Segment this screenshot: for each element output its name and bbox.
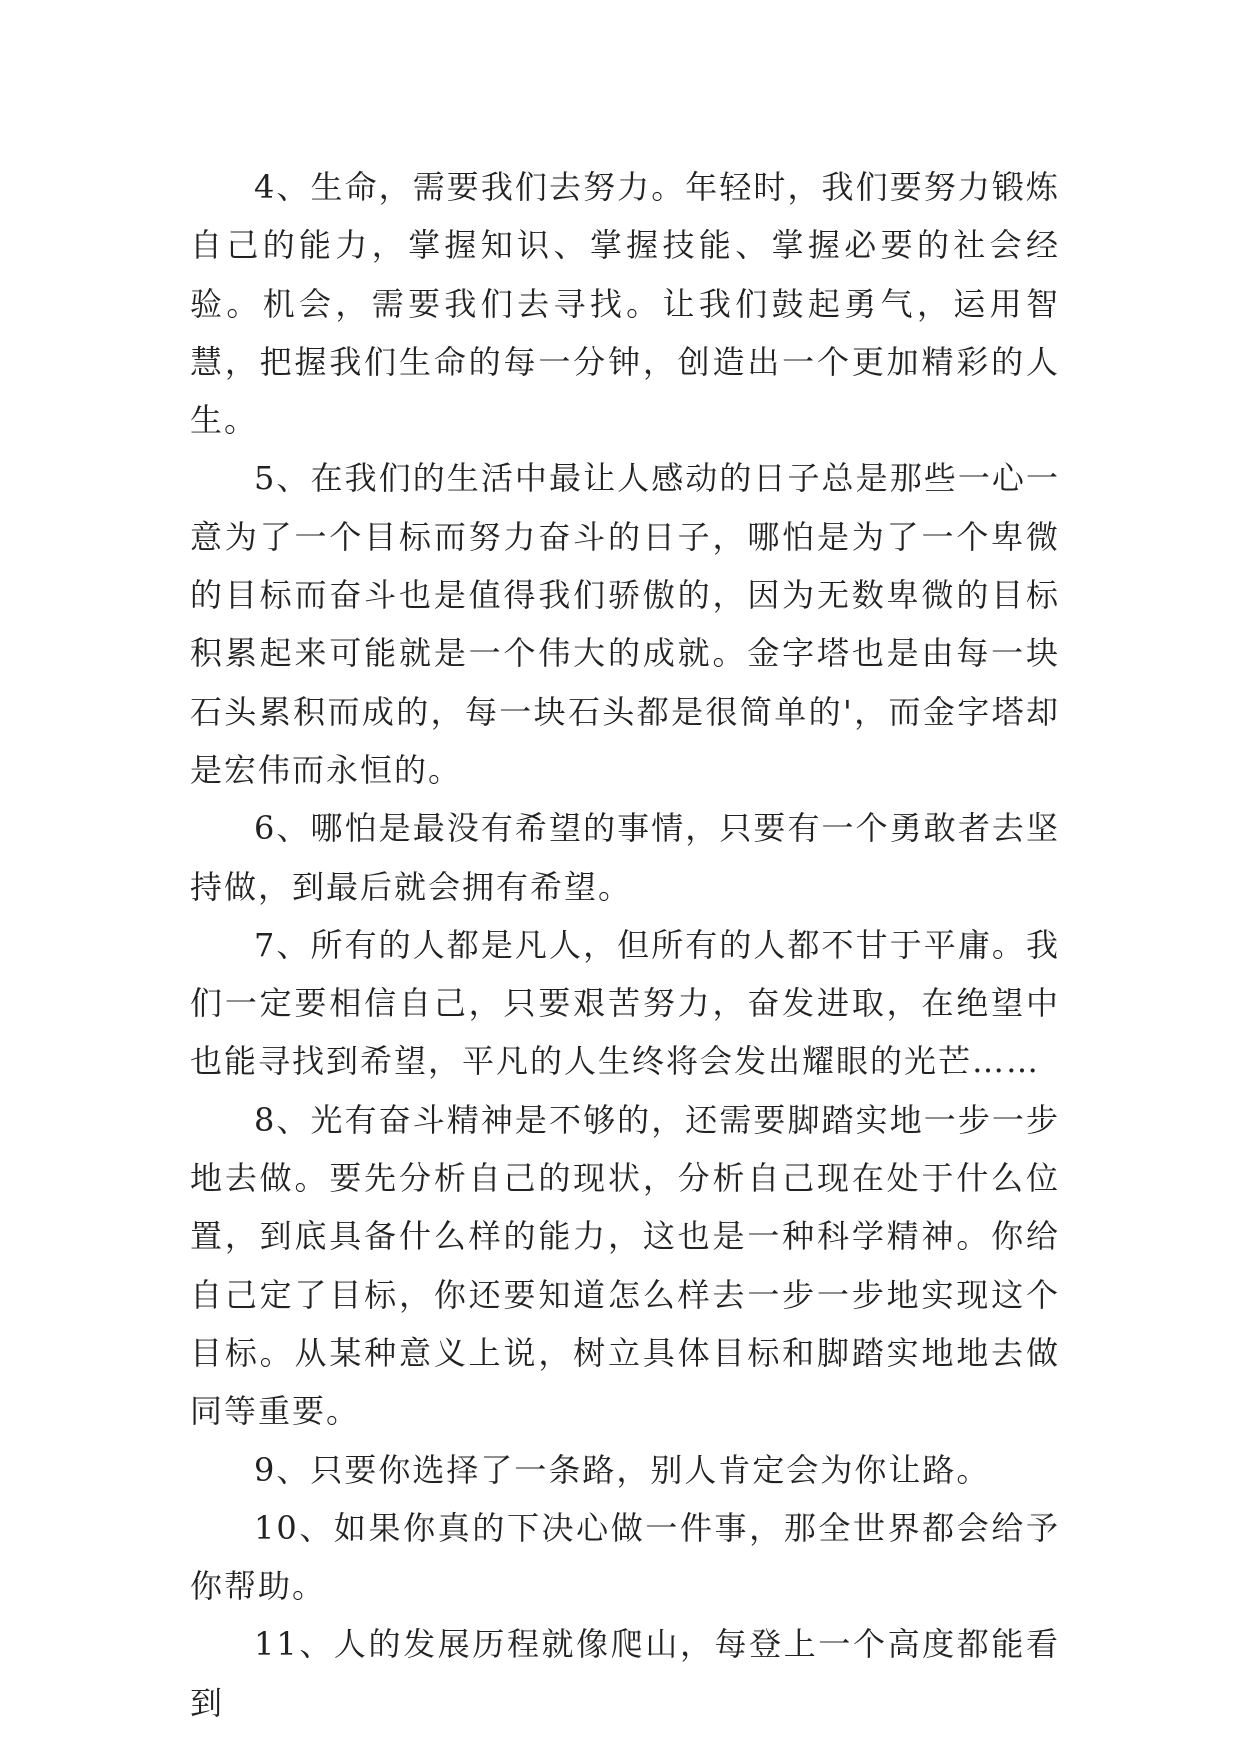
paragraph-6: 6、哪怕是最没有希望的事情，只要有一个勇敢者去坚持做，到最后就会拥有希望。 bbox=[190, 809, 1060, 906]
paragraph-8: 8、光有奋斗精神是不够的，还需要脚踏实地一步一步地去做。要先分析自己的现状，分析自己现在处于什么位置，到底具备什么样的能力，这也是一种科学精神。你给自己定了目标，你还要知道怎么样去一步一步地实现这个目标。从某种意义上说，树立具体目标和脚踏实地地去做同等重要。 bbox=[190, 1100, 1060, 1431]
paragraph-11: 11、人的发展历程就像爬山，每登上一个高度都能看到 bbox=[190, 1625, 1060, 1722]
paragraph-5: 5、在我们的生活中最让人感动的日子总是那些一心一意为了一个目标而努力奋斗的日子，哪怕是为了一个卑微的目标而奋斗也是值得我们骄傲的，因为无数卑微的目标积累起来可能就是一个伟大的成就。金字塔也是由每一块石头累积而成的，每一块石头都是很简单的'，而金字塔却是宏伟而永恒的。 bbox=[190, 459, 1060, 789]
paragraph-7: 7、所有的人都是凡人，但所有的人都不甘于平庸。我们一定要相信自己，只要艰苦努力，奋发进取，在绝望中也能寻找到希望，平凡的人生终将会发出耀眼的光芒…… bbox=[190, 925, 1060, 1081]
paragraph-4: 4、生命，需要我们去努力。年轻时，我们要努力锻炼自己的能力，掌握知识、掌握技能、掌握必要的社会经验。机会，需要我们去寻找。让我们鼓起勇气，运用智慧，把握我们生命的每一分钟，创造出一个更加精彩的人生。 bbox=[190, 168, 1060, 440]
document-body bbox=[190, 158, 1060, 1732]
paragraph-9: 9、只要你选择了一条路，别人肯定会为你让路。 bbox=[254, 1450, 991, 1489]
paragraph-10: 10、如果你真的下决心做一件事，那全世界都会给予你帮助。 bbox=[190, 1508, 1060, 1606]
